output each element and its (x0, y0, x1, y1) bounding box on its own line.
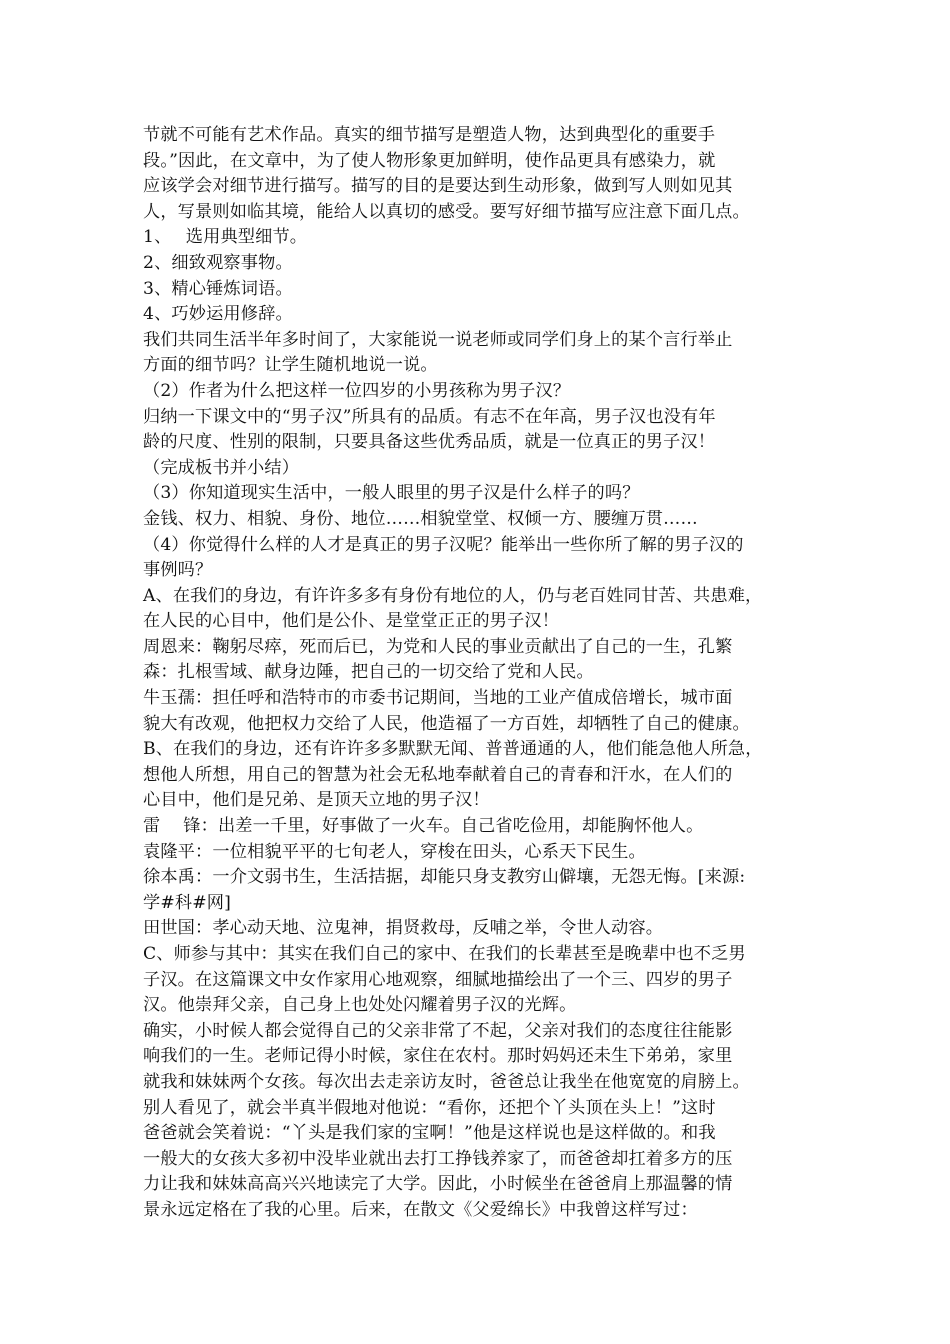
text-line: 就我和妹妹两个女孩。每次出去走亲访友时，爸爸总让我坐在他宽宽的肩膀上。 (143, 1071, 750, 1092)
text-line: 我们共同生活半年多时间了，大家能说一说老师或同学们身上的某个言行举止 (143, 329, 733, 350)
text-line: 牛玉孺：担任呼和浩特市的市委书记期间，当地的工业产值成倍增长，城市面 (143, 688, 733, 709)
text-line: 节就不可能有艺术作品。真实的细节描写是塑造人物，达到典型化的重要手 (143, 125, 716, 145)
text-line: A、在我们的身边，有许许多多有身份有地位的人，仍与老百姓同甘苦、共患难， (143, 585, 763, 606)
text-line: 景永远定格在了我的心里。后来，在散文《父爱绵长》中我曾这样写过： (143, 1199, 698, 1220)
text-line: 龄的尺度、性别的限制，只要具备这些优秀品质，就是一位真正的男子汉！ (143, 432, 716, 453)
text-line: 2、细致观察事物。 (143, 252, 293, 273)
text-line: 4、巧妙运用修辞。 (143, 304, 293, 325)
text-line: 学#科#网] (143, 892, 231, 913)
text-line: 在人民的心目中，他们是公仆、是堂堂正正的男子汉！ (143, 611, 560, 632)
text-line: 袁隆平：一位相貌平平的七旬老人，穿梭在田头，心系天下民生。 (143, 841, 646, 862)
text-line: C、师参与其中：其实在我们自己的家中、在我们的长辈甚至是晚辈中也不乏男 (143, 944, 746, 964)
text-line: 田世国：孝心动天地、泣鬼神，捐贤救母，反哺之举，令世人动容。 (143, 918, 664, 939)
text-line: 段。”因此，在文章中，为了使人物形象更加鲜明，使作品更具有感染力，就 (143, 150, 716, 171)
text-line: （4）你觉得什么样的人才是真正的男子汉呢？能举出一些你所了解的男子汉的 (143, 534, 744, 555)
text-line: 想他人所想，用自己的智慧为社会无私地奉献着自己的青春和汗水，在人们的 (143, 764, 733, 785)
text-line: （2）作者为什么把这样一位四岁的小男孩称为男子汉？ (143, 380, 571, 401)
text-line: 确实，小时候人都会觉得自己的父亲非常了不起，父亲对我们的态度往往能影 (143, 1020, 733, 1041)
text-line: 雷 锋：出差一千里，好事做了一火车。自己省吃俭用，却能胸怀他人。 (143, 816, 704, 837)
text-line: 人，写景则如临其境，能给人以真切的感受。要写好细节描写应注意下面几点。 (143, 201, 750, 222)
text-line: 汉。他崇拜父亲，自己身上也处处闪耀着男子汉的光辉。 (143, 995, 577, 1016)
text-line: 响我们的一生。老师记得小时候，家住在农村。那时妈妈还未生下弟弟，家里 (143, 1046, 733, 1067)
text-line: 归纳一下课文中的“男子汉”所具有的品质。有志不在年高，男子汉也没有年 (143, 406, 716, 427)
text-line: 1、 选用典型细节。 (143, 227, 308, 248)
document-body (143, 123, 823, 1224)
text-line: 事例吗？ (143, 560, 213, 581)
text-line: 方面的细节吗？让学生随机地说一说。 (143, 355, 438, 376)
text-line: 爸爸就会笑着说：“丫头是我们家的宝啊！”他是这样说也是这样做的。和我 (143, 1123, 716, 1144)
text-line: 别人看见了，就会半真半假地对他说：“看你，还把个丫头顶在头上！”这时 (143, 1097, 716, 1118)
text-line: 金钱、权力、相貌、身份、地位……相貌堂堂、权倾一方、腰缠万贯…… (143, 508, 698, 529)
text-line: 一般大的女孩大多初中没毕业就出去打工挣钱养家了，而爸爸却扛着多方的压 (143, 1148, 733, 1169)
text-line: 3、精心锤炼词语。 (143, 278, 293, 299)
text-line: 徐本禹：一介文弱书生，生活拮据，却能只身支教穷山僻壤，无怨无悔。[来源: (143, 867, 746, 888)
text-line: B、在我们的身边，还有许许多多默默无闻、普普通通的人，他们能急他人所急， (143, 739, 763, 760)
text-line: 貌大有改观，他把权力交给了人民，他造福了一方百姓，却牺牲了自己的健康。 (143, 713, 750, 734)
text-line: （完成板书并小结） (143, 457, 300, 478)
text-line: 应该学会对细节进行描写。描写的目的是要达到生动形象，做到写人则如见其 (143, 176, 733, 197)
text-line: 周恩来：鞠躬尽瘁，死而后已，为党和人民的事业贡献出了自己的一生，孔繁 (143, 636, 733, 657)
text-line: 力让我和妹妹高高兴兴地读完了大学。因此，小时候坐在爸爸肩上那温馨的情 (143, 1174, 733, 1195)
text-line: 子汉。在这篇课文中女作家用心地观察，细腻地描绘出了一个三、四岁的男子 (143, 969, 733, 990)
text-line: 心目中，他们是兄弟、是顶天立地的男子汉！ (143, 790, 490, 811)
text-line: 森：扎根雪域、献身边陲，把自己的一切交给了党和人民。 (143, 662, 594, 683)
text-line: （3）你知道现实生活中，一般人眼里的男子汉是什么样子的吗？ (143, 483, 640, 504)
